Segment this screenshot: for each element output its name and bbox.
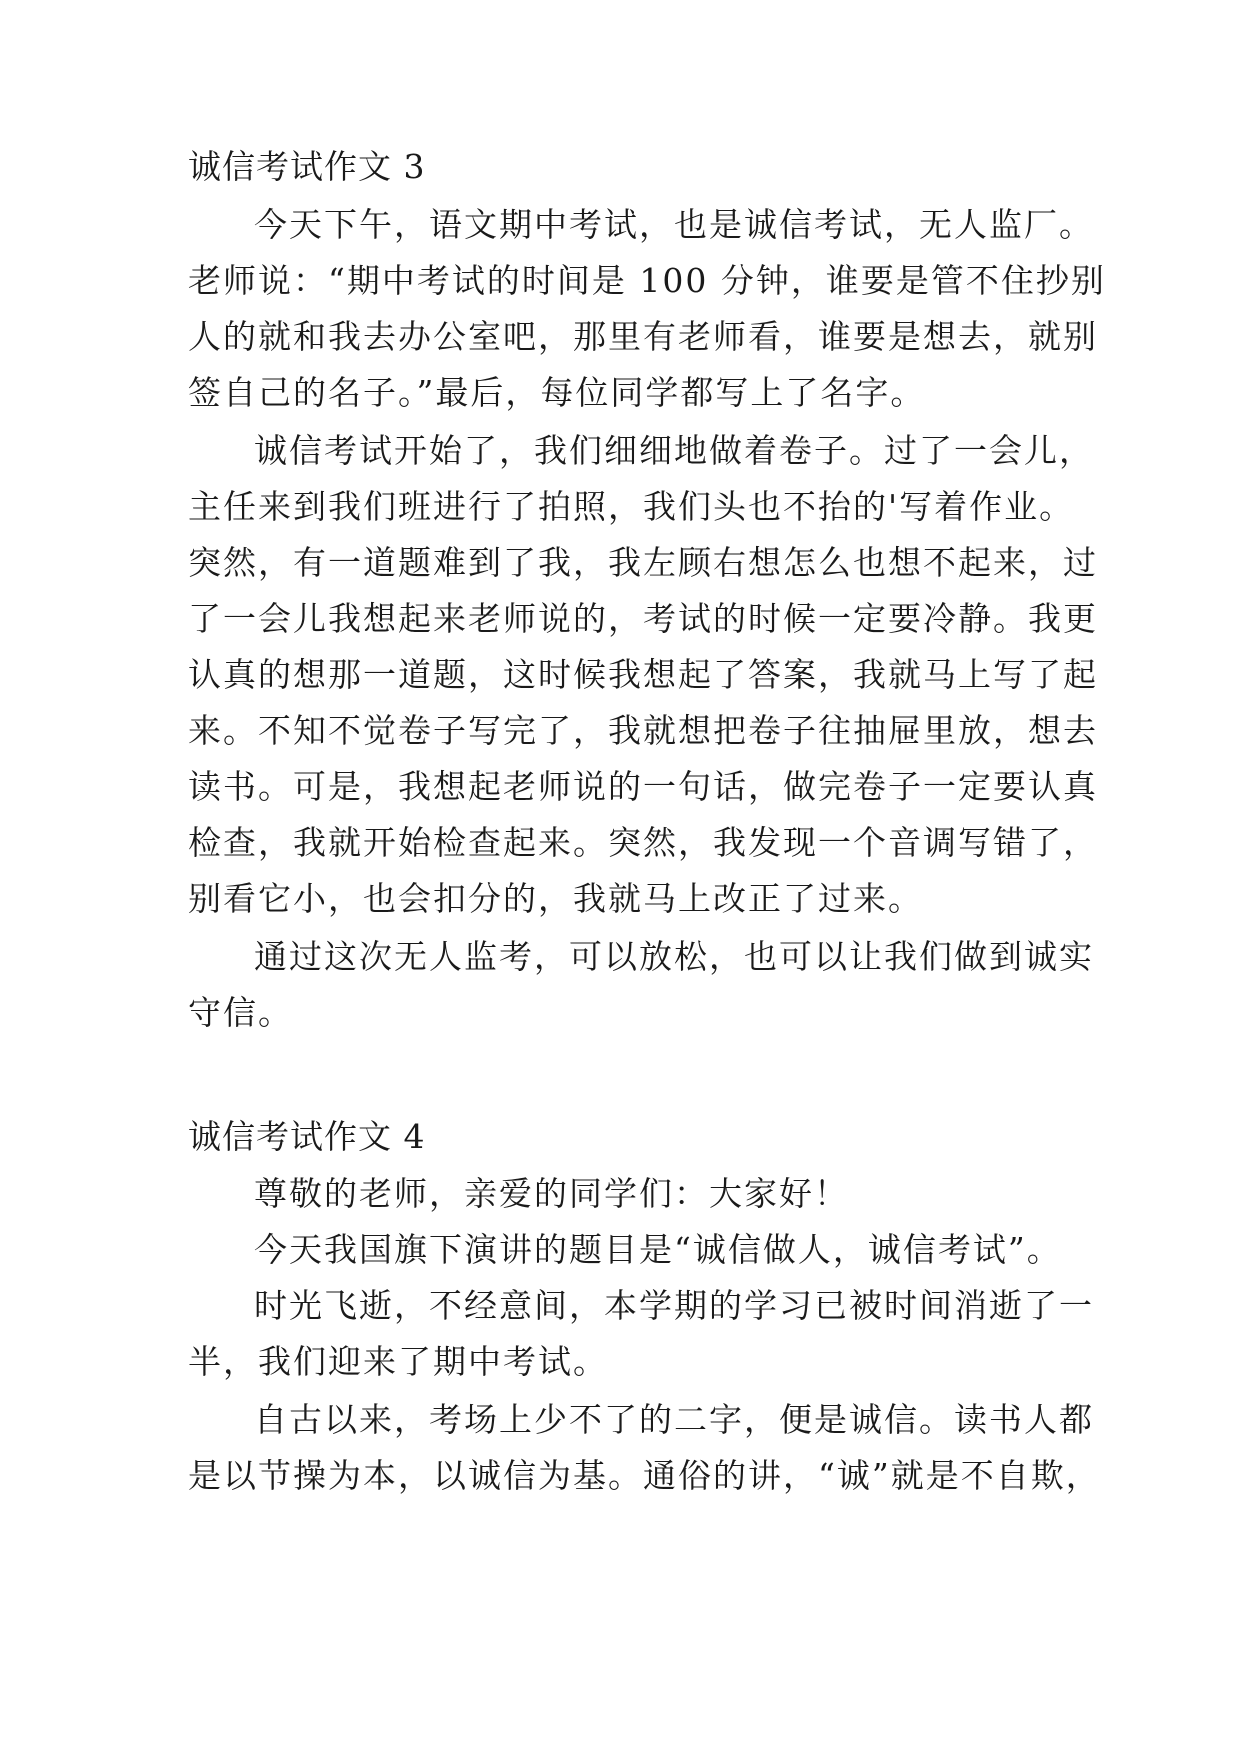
s3-p1-line-4: 签自己的名子。”最后，每位同学都写上了名字。	[188, 373, 926, 412]
s3-p1-line-3: 人的就和我去办公室吧，那里有老师看，谁要是想去，就别	[188, 317, 1098, 356]
s3-p2-line-7: 读书。可是，我想起老师说的一句话，做完卷子一定要认真	[188, 767, 1098, 806]
s3-p3-line-1: 通过这次无人监考，可以放松，也可以让我们做到诚实	[254, 937, 1094, 976]
s4-p1-line-1: 尊敬的老师，亲爱的同学们：大家好！	[254, 1174, 849, 1213]
s3-p2-line-8: 检查，我就开始检查起来。突然，我发现一个音调写错了，	[188, 823, 1098, 862]
s3-p2-line-1: 诚信考试开始了，我们细细地做着卷子。过了一会儿，	[254, 431, 1094, 470]
section-4-heading: 诚信考试作文 4	[188, 1117, 426, 1156]
s3-p2-line-2: 主任来到我们班进行了拍照，我们头也不抬的'写着作业。	[188, 487, 1075, 526]
s4-p4-line-2: 是以节操为本，以诚信为基。通俗的讲，“诚”就是不自欺，	[188, 1456, 1101, 1495]
s3-p3-line-2: 守信。	[188, 993, 293, 1032]
s4-p4-line-1: 自古以来，考场上少不了的二字，便是诚信。读书人都	[254, 1400, 1094, 1439]
s3-p1-line-1: 今天下午，语文期中考试，也是诚信考试，无人监厂。	[254, 205, 1094, 244]
s3-p2-line-3: 突然，有一道题难到了我，我左顾右想怎么也想不起来，过	[188, 543, 1098, 582]
s4-p2-line-1: 今天我国旗下演讲的题目是“诚信做人，诚信考试”。	[254, 1230, 1062, 1269]
s3-p2-line-4: 了一会儿我想起来老师说的，考试的时候一定要冷静。我更	[188, 599, 1098, 638]
s4-p3-line-2: 半，我们迎来了期中考试。	[188, 1342, 608, 1381]
s3-p1-line-2: 老师说：“期中考试的时间是 100 分钟，谁要是管不住抄别	[188, 261, 1106, 300]
s4-p3-line-1: 时光飞逝，不经意间，本学期的学习已被时间消逝了一	[254, 1286, 1094, 1325]
s3-p2-line-6: 来。不知不觉卷子写完了，我就想把卷子往抽屉里放，想去	[188, 711, 1098, 750]
s3-p2-line-9: 别看它小，也会扣分的，我就马上改正了过来。	[188, 879, 923, 918]
section-3-heading: 诚信考试作文 3	[188, 147, 426, 186]
s3-p2-line-5: 认真的想那一道题，这时候我想起了答案，我就马上写了起	[188, 655, 1098, 694]
